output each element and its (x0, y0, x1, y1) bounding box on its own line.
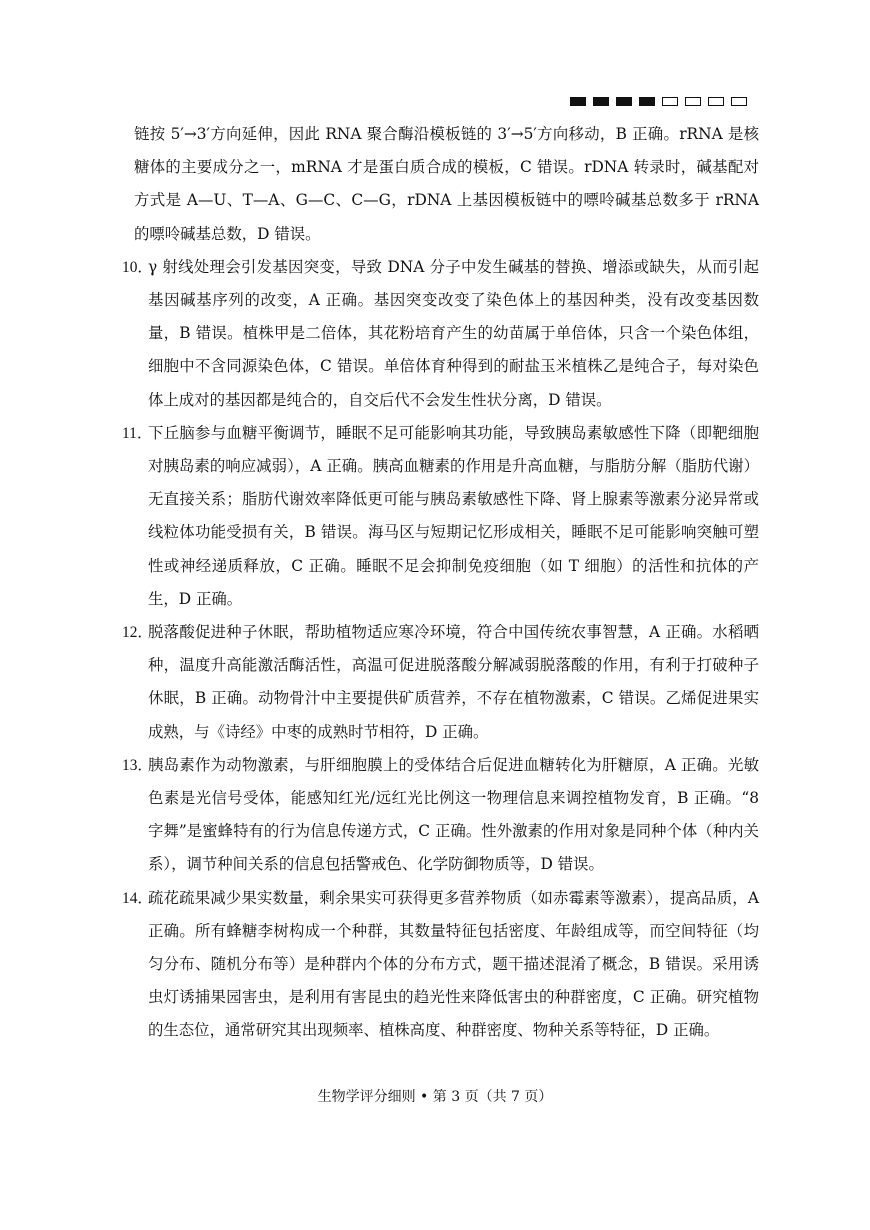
filled-square-icon (616, 97, 632, 106)
filled-square-icon (639, 97, 655, 106)
empty-square-icon (662, 97, 678, 106)
answer-item-12 (122, 616, 759, 749)
answer-item-13 (122, 749, 759, 882)
answer-content (122, 118, 759, 1048)
item-number: 13． (122, 756, 153, 774)
item-text: 脱落酸促进种子休眠，帮助植物适应寒冷环境，符合中国传统农事智慧，A 正确。水稻晒种，温度升高能激活酶活性，高温可促进脱落酸分解减弱脱落酸的作用，有利于打破种子休眠，B 正确。动物骨汁中主要提供矿质营养，不存在植物激素，C 错误。乙烯促进果实成熟，与《诗经》中枣的成熟时节相符，D 正确。 (148, 623, 759, 741)
item-number: 11． (122, 424, 153, 442)
empty-square-icon (708, 97, 724, 106)
answer-item-10 (122, 251, 759, 417)
item-number: 10． (122, 258, 153, 276)
item-text: 下丘脑参与血糖平衡调节，睡眠不足可能影响其功能，导致胰岛素敏感性下降（即靶细胞对胰岛素的响应减弱），A 正确。胰高血糖素的作用是升高血糖，与脂肪分解（脂肪代谢）无直接关系；脂肪代谢效率降低更可能与胰岛素敏感性下降、肾上腺素等激素分泌异常或线粒体功能受损有关，B 错误。海马区与短期记忆形成相关，睡眠不足可能影响突触可塑性或神经递质释放，C 正确。睡眠不足会抑制免疫细胞（如 T 细胞）的活性和抗体的产生，D 正确。 (148, 423, 759, 608)
empty-square-icon (731, 97, 747, 106)
filled-square-icon (570, 97, 586, 106)
answer-item-14 (122, 882, 759, 1048)
item-number: 14． (122, 889, 153, 907)
progress-marks (570, 97, 747, 106)
page-footer: 生物学评分细则 • 第 3 页（共 7 页） (317, 1089, 553, 1105)
item-text: γ 射线处理会引发基因突变，导致 DNA 分子中发生碱基的替换、增添或缺失，从而引起基因碱基序列的改变，A 正确。基因突变改变了染色体上的基因种类，没有改变基因数量，B 错误。植株甲是二倍体，其花粉培育产生的幼苗属于单倍体，只含一个染色体组，细胞中不含同源染色体，C 错误。单倍体育种得到的耐盐玉米植株乙是纯合子，每对染色体上成对的基因都是纯合的，自交后代不会发生性状分离，D 错误。 (148, 257, 759, 409)
item-number: 12． (122, 624, 153, 642)
filled-square-icon (593, 97, 609, 106)
item-text: 疏花疏果减少果实数量，剩余果实可获得更多营养物质（如赤霉素等激素），提高品质，A 正确。所有蜂糖李树构成一个种群，其数量特征包括密度、年龄组成等，而空间特征（均匀分布、随机分布等）是种群内个体的分布方式，题干描述混淆了概念，B 错误。采用诱虫灯诱捕果园害虫，是利用有害昆虫的趋光性来降低害虫的种群密度，C 正确。研究植物的生态位，通常研究其出现频率、植株高度、种群密度、物种关系等特征，D 正确。 (148, 888, 759, 1040)
item-text: 胰岛素作为动物激素，与肝细胞膜上的受体结合后促进血糖转化为肝糖原，A 正确。光敏色素是光信号受体，能感知红光/远红光比例这一物理信息来调控植物发育，B 正确。“8 字舞”是蜜蜂特有的行为信息传递方式，C 正确。性外激素的作用对象是同种个体（种内关系），调节种间关系的信息包括警戒色、化学防御物质等，D 错误。 (148, 755, 759, 874)
empty-square-icon (685, 97, 701, 106)
answer-item-11 (122, 417, 759, 616)
continuation-paragraph: 链按 5′→3′方向延伸，因此 RNA 聚合酶沿模板链的 3′→5′方向移动，B 正确。rRNA 是核糖体的主要成分之一，mRNA 才是蛋白质合成的模板，C 错误。rDNA 转录时，碱基配对方式是 A—U、T—A、G—C、C—G，rDNA 上基因模板链中的嘌呤碱基总数多于 rRNA 的嘌呤碱基总数，D 错误。 (134, 125, 759, 243)
